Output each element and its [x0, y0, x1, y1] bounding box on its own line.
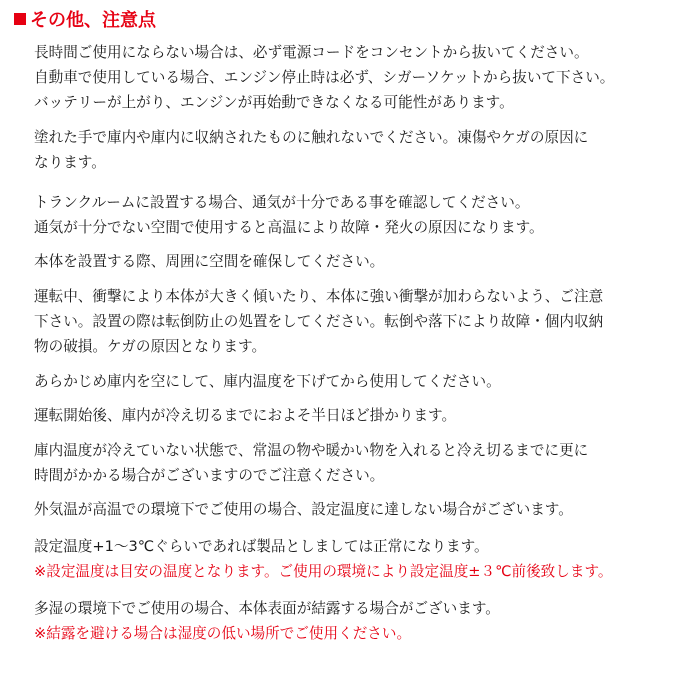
paragraph-wet-hands [34, 125, 670, 175]
text-line: 外気温が高温での環境下でご使用の場合、設定温度に達しない場合がございます。 [34, 501, 573, 519]
section-title: その他、注意点 [30, 10, 156, 31]
text-line: 本体を設置する際、周囲に空間を確保してください。 [34, 252, 385, 270]
text-line: 長時間ご使用にならない場合は、必ず電源コードをコンセントから抜いてください。 [34, 44, 589, 61]
text-line: あらかじめ庫内を空にして、庫内温度を下げてから使用してください。 [34, 372, 501, 390]
square-bullet-icon [14, 13, 26, 25]
paragraph-shock [34, 284, 670, 359]
paragraph-warm-items [34, 438, 670, 488]
text-line: なります。 [34, 153, 106, 171]
paragraph-cooldown-time [34, 403, 670, 428]
paragraph-clearance [34, 249, 670, 274]
red-note: ※結露を避ける場合は湿度の低い場所でご使用ください。 [34, 625, 412, 643]
text-line: バッテリーが上がり、エンジンが再始動できなくなる可能性があります。 [34, 94, 514, 111]
text-line: 通気が十分でない空間で使用すると高温により故障・発火の原因になります。 [34, 218, 544, 236]
paragraph-temperature-tolerance [34, 534, 670, 584]
paragraph-outdoor-heat [34, 497, 670, 522]
notes-body [34, 40, 670, 656]
text-line: 設定温度+1～3℃ぐらいであれば製品としましては正常になります。 [34, 538, 489, 556]
paragraph-precool [34, 369, 670, 394]
text-line: 時間がかかる場合がございますのでご注意ください。 [34, 466, 385, 484]
text-line: 物の破損。ケガの原因となります。 [34, 337, 267, 355]
paragraph-condensation [34, 596, 670, 646]
paragraph-trunk-ventilation [34, 190, 670, 240]
text-line: 多湿の環境下でご使用の場合、本体表面が結露する場合がございます。 [34, 600, 500, 618]
text-line: 運転開始後、庫内が冷え切るまでにおよそ半日ほど掛かります。 [34, 407, 457, 425]
red-note: ※設定温度は目安の温度となります。ご使用の環境により設定温度±３℃前後致します。 [34, 563, 613, 581]
text-line: 運転中、衝撃により本体が大きく傾いたり、本体に強い衝撃が加わらないよう、ご注意 [34, 287, 604, 305]
text-line: 下さい。設置の際は転倒防止の処置をしてください。転倒や落下により故障・個内収納 [34, 312, 604, 330]
section-heading [14, 8, 156, 34]
text-line: 庫内温度が冷えていない状態で、常温の物や暖かい物を入れると冷え切るまでに更に [34, 441, 589, 459]
text-line: 自動車で使用している場合、エンジン停止時は必ず、シガーソケットから抜いて下さい。 [34, 69, 615, 86]
paragraph-power-cord [34, 40, 670, 115]
text-line: 塗れた手で庫内や庫内に収納されたものに触れないでください。凍傷やケガの原因に [34, 128, 589, 146]
text-line: トランクルームに設置する場合、通気が十分である事を確認してください。 [34, 193, 530, 211]
